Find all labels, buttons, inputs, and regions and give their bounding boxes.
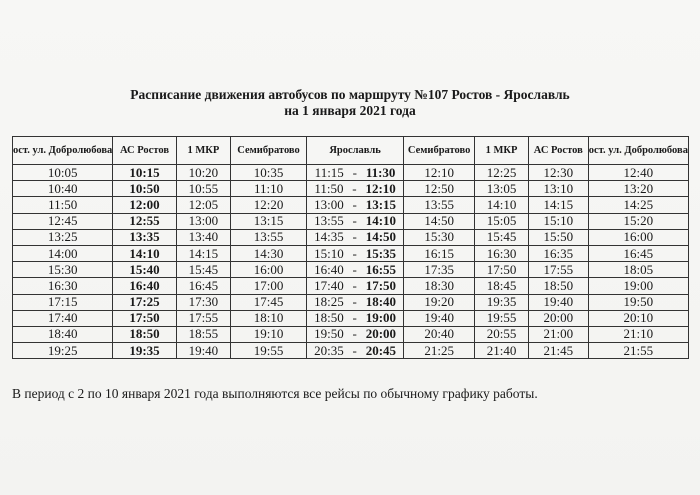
time-cell: 17:35 (404, 262, 475, 278)
dash-separator: - (352, 342, 357, 358)
schedule-title (0, 87, 700, 119)
arrival-time: 17:40 (314, 277, 344, 293)
time-cell: 13:20 (588, 181, 688, 197)
title-line-1: Расписание движения автобусов по маршруту №107 Ростов - Ярославль (130, 87, 570, 102)
yaroslavl-cell (307, 294, 404, 310)
yaroslavl-cell (307, 262, 404, 278)
table-row (13, 197, 689, 213)
yaroslavl-cell (307, 229, 404, 245)
time-cell: 11:50 (13, 197, 113, 213)
time-cell: 10:20 (176, 165, 230, 181)
time-cell: 18:10 (231, 310, 307, 326)
time-cell: 12:00 (113, 197, 176, 213)
time-cell: 10:35 (231, 165, 307, 181)
time-cell: 13:10 (528, 181, 588, 197)
dash-separator: - (352, 213, 357, 229)
yaroslavl-cell (307, 326, 404, 342)
time-cell: 12:50 (404, 181, 475, 197)
time-cell: 16:45 (176, 278, 230, 294)
time-cell: 15:20 (588, 213, 688, 229)
time-cell: 12:10 (404, 165, 475, 181)
time-cell: 19:20 (404, 294, 475, 310)
dash-separator: - (352, 164, 357, 180)
arrival-time: 13:00 (314, 196, 344, 212)
arrival-time: 19:50 (314, 326, 344, 342)
departure-time: 20:45 (365, 342, 397, 358)
title-line-2: на 1 января 2021 года (284, 103, 416, 118)
time-cell: 20:40 (404, 326, 475, 342)
time-cell: 21:25 (404, 343, 475, 359)
time-cell: 19:00 (588, 278, 688, 294)
time-cell: 17:50 (475, 262, 529, 278)
time-cell: 14:10 (113, 245, 176, 261)
time-cell: 17:25 (113, 294, 176, 310)
column-header: АС Ростов (113, 137, 176, 165)
time-cell: 14:25 (588, 197, 688, 213)
time-cell: 13:55 (404, 197, 475, 213)
time-cell: 15:45 (176, 262, 230, 278)
time-cell: 19:10 (231, 326, 307, 342)
yaroslavl-cell (307, 197, 404, 213)
table-row (13, 229, 689, 245)
arrival-time: 13:55 (314, 213, 344, 229)
time-cell: 12:30 (528, 165, 588, 181)
time-cell: 12:45 (13, 213, 113, 229)
time-cell: 18:30 (404, 278, 475, 294)
table-row (13, 213, 689, 229)
dash-separator: - (352, 277, 357, 293)
table-row (13, 262, 689, 278)
departure-time: 12:10 (365, 180, 396, 196)
time-cell: 10:55 (176, 181, 230, 197)
yaroslavl-cell (307, 213, 404, 229)
table-row (13, 326, 689, 342)
column-header: 1 МКР (176, 137, 230, 165)
time-cell: 14:15 (176, 245, 230, 261)
dash-separator: - (352, 180, 357, 196)
dash-separator: - (352, 245, 357, 261)
time-cell: 16:30 (13, 278, 113, 294)
time-cell: 19:40 (528, 294, 588, 310)
departure-time: 20:00 (365, 326, 397, 342)
table-header-row (13, 137, 689, 165)
time-cell: 15:50 (528, 229, 588, 245)
time-cell: 18:50 (528, 278, 588, 294)
time-cell: 14:10 (475, 197, 529, 213)
dash-separator: - (352, 310, 357, 326)
time-cell: 16:00 (588, 229, 688, 245)
schedule-table (12, 136, 689, 359)
arrival-time: 20:35 (314, 342, 344, 358)
time-cell: 20:55 (475, 326, 529, 342)
departure-time: 11:30 (365, 164, 396, 180)
time-cell: 15:30 (404, 229, 475, 245)
time-cell: 16:35 (528, 245, 588, 261)
time-cell: 12:55 (113, 213, 176, 229)
arrival-time: 18:50 (314, 310, 344, 326)
time-cell: 12:25 (475, 165, 529, 181)
time-cell: 12:05 (176, 197, 230, 213)
time-cell: 15:30 (13, 262, 113, 278)
departure-time: 19:00 (365, 310, 397, 326)
table-row (13, 165, 689, 181)
column-header: АС Ростов (528, 137, 588, 165)
time-cell: 15:45 (475, 229, 529, 245)
column-header: Семибратово (231, 137, 307, 165)
table-body (13, 165, 689, 359)
time-cell: 13:00 (176, 213, 230, 229)
time-cell: 10:40 (13, 181, 113, 197)
time-cell: 21:00 (528, 326, 588, 342)
time-cell: 13:25 (13, 229, 113, 245)
time-cell: 11:10 (231, 181, 307, 197)
schedule-note: В период с 2 по 10 января 2021 года выполняются все рейсы по обычному графику работы. (12, 386, 538, 401)
time-cell: 18:05 (588, 262, 688, 278)
time-cell: 19:40 (176, 343, 230, 359)
departure-time: 14:10 (365, 213, 397, 229)
yaroslavl-cell (307, 245, 404, 261)
column-header: Ярославль (307, 137, 404, 165)
time-cell: 14:00 (13, 245, 113, 261)
time-cell: 18:55 (176, 326, 230, 342)
time-cell: 20:00 (528, 310, 588, 326)
table-row (13, 278, 689, 294)
time-cell: 19:25 (13, 343, 113, 359)
time-cell: 19:40 (404, 310, 475, 326)
time-cell: 21:40 (475, 343, 529, 359)
dash-separator: - (352, 294, 357, 310)
arrival-time: 11:15 (314, 164, 344, 180)
table-row (13, 310, 689, 326)
departure-time: 16:55 (365, 261, 397, 277)
yaroslavl-cell (307, 343, 404, 359)
time-cell: 13:15 (231, 213, 307, 229)
time-cell: 15:10 (528, 213, 588, 229)
arrival-time: 18:25 (314, 294, 344, 310)
departure-time: 15:35 (365, 245, 397, 261)
column-header: Семибратово (404, 137, 475, 165)
time-cell: 19:50 (588, 294, 688, 310)
yaroslavl-cell (307, 181, 404, 197)
arrival-time: 16:40 (314, 261, 344, 277)
table-row (13, 181, 689, 197)
time-cell: 21:45 (528, 343, 588, 359)
table-row (13, 245, 689, 261)
departure-time: 13:15 (365, 196, 397, 212)
time-cell: 16:00 (231, 262, 307, 278)
time-cell: 10:05 (13, 165, 113, 181)
time-cell: 15:05 (475, 213, 529, 229)
time-cell: 13:55 (231, 229, 307, 245)
time-cell: 12:20 (231, 197, 307, 213)
time-cell: 17:30 (176, 294, 230, 310)
departure-time: 14:50 (365, 229, 397, 245)
time-cell: 18:45 (475, 278, 529, 294)
column-header: 1 МКР (475, 137, 529, 165)
time-cell: 18:40 (13, 326, 113, 342)
time-cell: 18:50 (113, 326, 176, 342)
time-cell: 19:55 (475, 310, 529, 326)
time-cell: 17:45 (231, 294, 307, 310)
table-row (13, 343, 689, 359)
time-cell: 19:35 (475, 294, 529, 310)
time-cell: 16:40 (113, 278, 176, 294)
column-header: ост. ул. Добролюбова (13, 137, 113, 165)
time-cell: 21:55 (588, 343, 688, 359)
departure-time: 17:50 (365, 277, 397, 293)
time-cell: 10:15 (113, 165, 176, 181)
time-cell: 17:40 (13, 310, 113, 326)
time-cell: 14:15 (528, 197, 588, 213)
column-header: ост. ул. Добролюбова (588, 137, 688, 165)
time-cell: 15:40 (113, 262, 176, 278)
arrival-time: 11:50 (314, 180, 344, 196)
dash-separator: - (352, 326, 357, 342)
table-row (13, 294, 689, 310)
yaroslavl-cell (307, 310, 404, 326)
dash-separator: - (352, 261, 357, 277)
time-cell: 14:50 (404, 213, 475, 229)
dash-separator: - (352, 196, 357, 212)
time-cell: 13:35 (113, 229, 176, 245)
dash-separator: - (352, 229, 357, 245)
time-cell: 14:30 (231, 245, 307, 261)
time-cell: 17:00 (231, 278, 307, 294)
time-cell: 17:50 (113, 310, 176, 326)
time-cell: 17:55 (176, 310, 230, 326)
arrival-time: 14:35 (314, 229, 344, 245)
time-cell: 16:15 (404, 245, 475, 261)
time-cell: 21:10 (588, 326, 688, 342)
time-cell: 13:40 (176, 229, 230, 245)
time-cell: 17:15 (13, 294, 113, 310)
departure-time: 18:40 (365, 294, 397, 310)
arrival-time: 15:10 (314, 245, 344, 261)
time-cell: 19:55 (231, 343, 307, 359)
yaroslavl-cell (307, 165, 404, 181)
yaroslavl-cell (307, 278, 404, 294)
time-cell: 20:10 (588, 310, 688, 326)
time-cell: 16:30 (475, 245, 529, 261)
time-cell: 10:50 (113, 181, 176, 197)
time-cell: 17:55 (528, 262, 588, 278)
time-cell: 19:35 (113, 343, 176, 359)
time-cell: 16:45 (588, 245, 688, 261)
time-cell: 13:05 (475, 181, 529, 197)
time-cell: 12:40 (588, 165, 688, 181)
